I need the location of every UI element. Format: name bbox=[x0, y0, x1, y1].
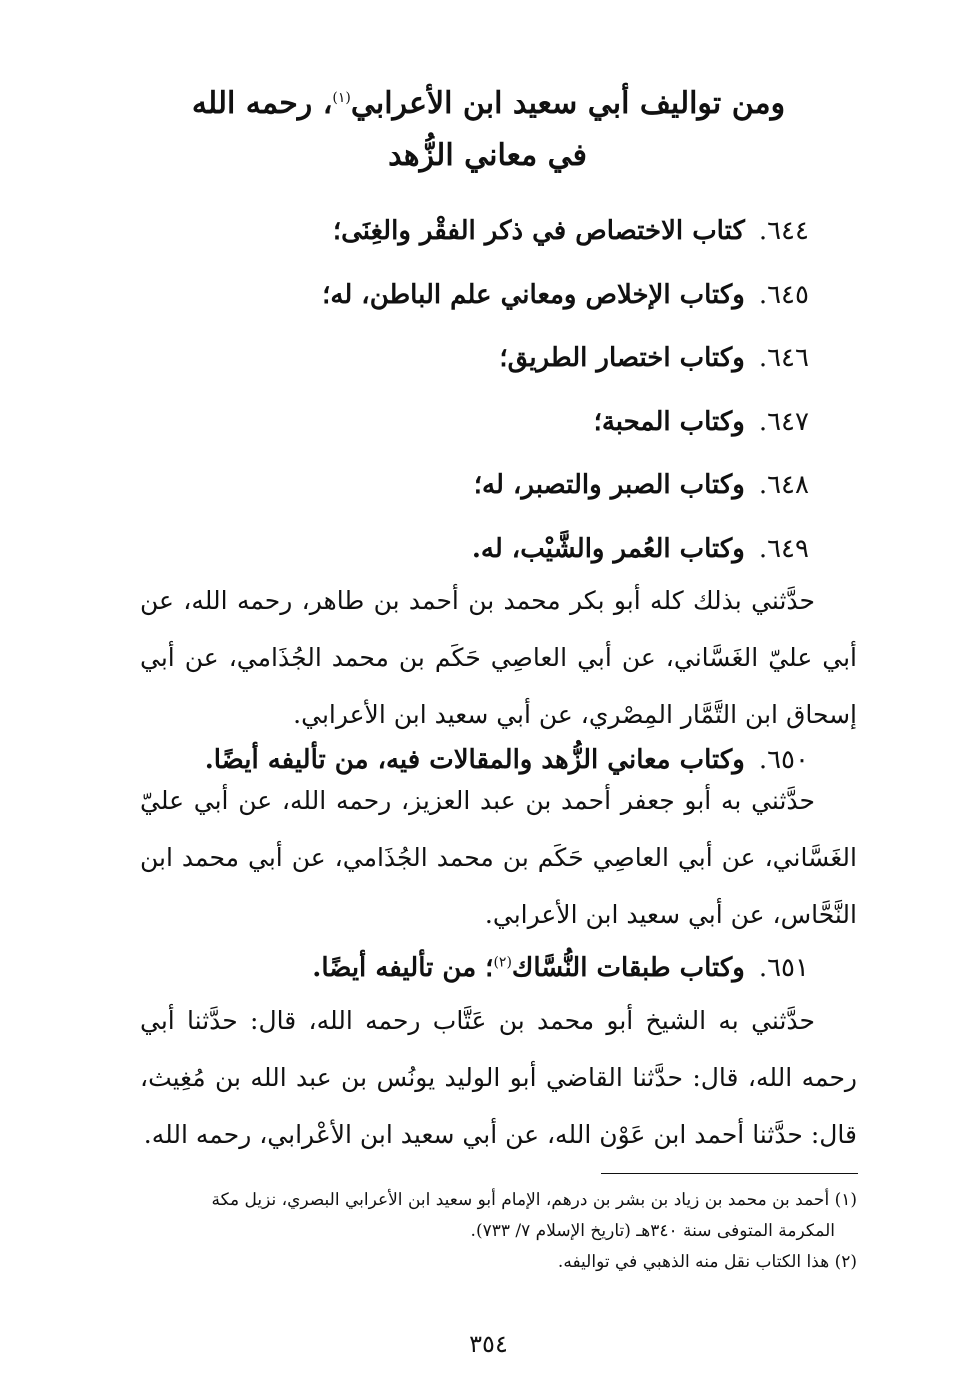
footnote-1 bbox=[140, 1185, 857, 1216]
footnote-marker-2: (٢) bbox=[493, 954, 512, 971]
section-heading bbox=[0, 78, 957, 182]
footnote-mark: (١) bbox=[834, 1190, 857, 1210]
book-entry-651 bbox=[312, 948, 809, 988]
footnote-2 bbox=[140, 1247, 857, 1278]
entry-number: ٦٤٧. bbox=[758, 406, 809, 437]
entry-title: وكتاب العُمر والشَّيْب، له. bbox=[471, 533, 745, 564]
footnote-text: هذا الكتاب نقل منه الذهبي في تواليفه. bbox=[557, 1252, 830, 1272]
entry-number: ٦٤٦. bbox=[758, 343, 809, 373]
isnad-paragraph-2 bbox=[140, 772, 857, 943]
heading-line-2: في معاني الزُّهد bbox=[388, 138, 587, 173]
entry-title-suffix: ؛ من تأليفه أيضًا. bbox=[312, 953, 494, 983]
book-entry bbox=[129, 200, 809, 264]
entry-title: وكتاب الإخلاص ومعاني علم الباطن، له؛ bbox=[322, 279, 745, 310]
entry-number: ٦٥١. bbox=[758, 953, 809, 983]
book-list bbox=[129, 200, 809, 581]
book-entry bbox=[129, 327, 809, 391]
footnote-1-continued: المكرمة المتوفى سنة ٣٤٠هـ (تاريخ الإسلام ٧/ ٧٣٣). bbox=[470, 1221, 835, 1241]
entry-number: ٦٤٥. bbox=[758, 279, 809, 310]
footnotes bbox=[140, 1185, 857, 1278]
isnad-text-2: حدَّثني به أبو جعفر أحمد بن عبد العزيز، رحمه الله، عن أبي عليّ الغَسَّاني، عن أبي العاصِي حَكَم بن محمد الجُذَامي، عن أبي محمد ابن النَّحَّاس، عن أبي سعيد ابن الأعرابي. bbox=[140, 786, 857, 929]
book-entry bbox=[129, 264, 809, 328]
footnote-text: أحمد بن محمد بن زياد بن بشر بن درهم، الإمام أبو سعيد ابن الأعرابي البصري، نزيل مكة bbox=[211, 1190, 830, 1210]
heading-title-suffix: ، رحمه الله bbox=[191, 86, 333, 121]
heading-title: ومن تواليف أبي سعيد ابن الأعرابي bbox=[350, 86, 786, 121]
isnad-text-1: حدَّثني بذلك كله أبو بكر محمد بن أحمد بن طاهر، رحمه الله، عن أبي عليّ الغَسَّاني، عن أبي العاصِي حَكَم بن محمد الجُذَامي، عن أبي إسحاق ابن التَّمَّار المِصْري، عن أبي سعيد ابن الأعرابي. bbox=[140, 586, 857, 729]
entry-title: وكتاب اختصار الطريق؛ bbox=[499, 343, 745, 373]
entry-number: ٦٥٠. bbox=[758, 745, 809, 775]
isnad-text-3: حدَّثني به الشيخ أبو محمد بن عَتَّاب رحمه الله، قال: حدَّثنا أبي رحمه الله، قال: حدَّثنا القاضي أبو الوليد يونُس بن عبد الله بن مُغِيث، قال: حدَّثنا أحمد ابن عَوْن الله، عن أبي سعيد ابن الأعْرابي، رحمه الله. bbox=[140, 1006, 857, 1149]
book-entry bbox=[129, 454, 809, 518]
footnote-separator bbox=[601, 1173, 858, 1174]
entry-title: وكتاب المحبة؛ bbox=[593, 406, 745, 437]
entry-number: ٦٤٤. bbox=[758, 216, 809, 246]
page-number: ٣٥٤ bbox=[469, 1330, 508, 1358]
isnad-paragraph-1 bbox=[140, 572, 857, 743]
isnad-paragraph-3 bbox=[140, 992, 857, 1163]
entry-title: كتاب الاختصاص في ذكر الفقْر والغِنَى؛ bbox=[332, 216, 745, 246]
entry-number: ٦٤٩. bbox=[758, 533, 809, 564]
entry-title: وكتاب الصبر والتصبر، له؛ bbox=[473, 470, 745, 500]
entry-title: وكتاب معاني الزُّهد والمقالات فيه، من تأليفه أيضًا. bbox=[204, 745, 745, 775]
footnote-mark: (٢) bbox=[834, 1252, 857, 1272]
footnote-marker-1: (١) bbox=[332, 90, 351, 106]
entry-number: ٦٤٨. bbox=[758, 470, 809, 500]
entry-title: وكتاب طبقات النُّسَّاك bbox=[511, 953, 745, 983]
heading-line-1 bbox=[0, 78, 957, 130]
book-entry bbox=[129, 391, 809, 455]
